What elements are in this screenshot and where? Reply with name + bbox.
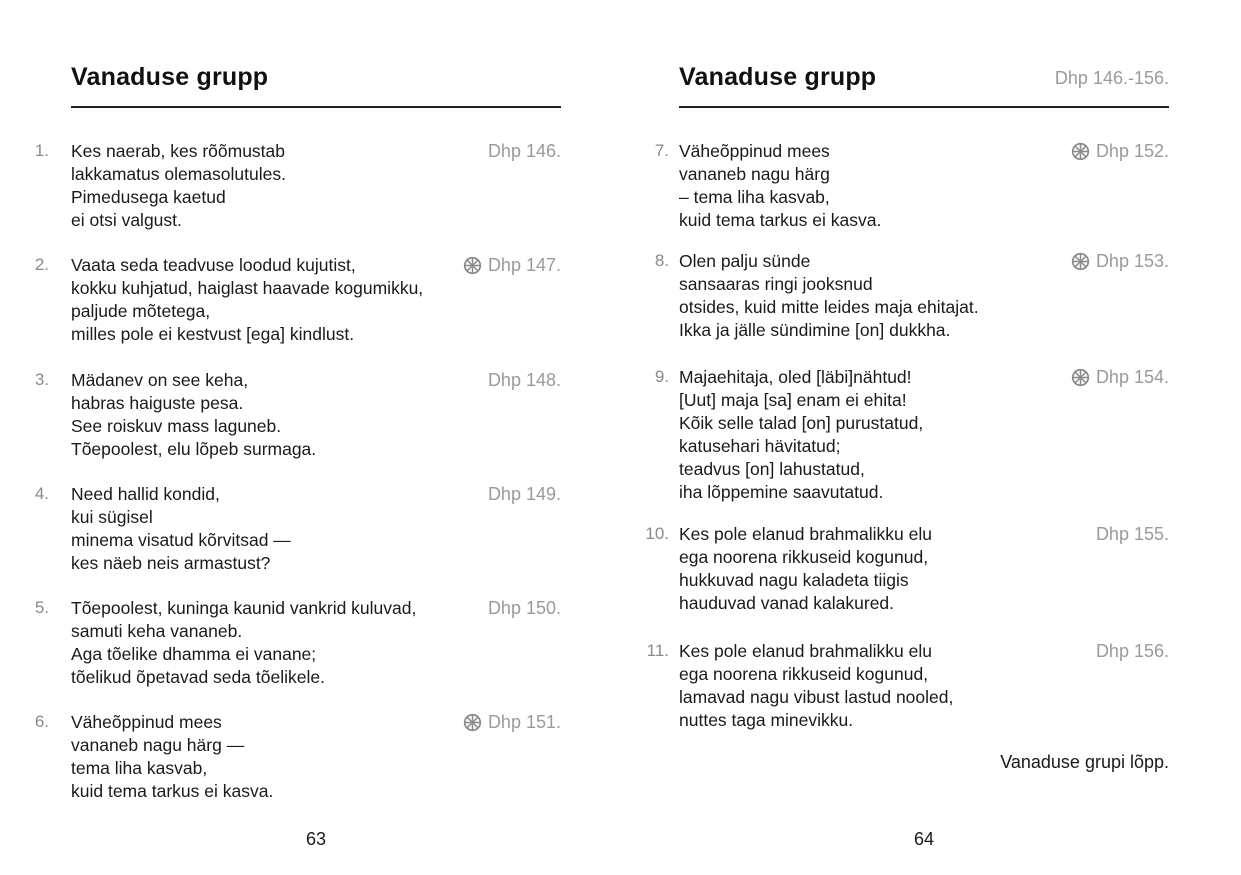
verse-number: 4. — [34, 484, 49, 503]
verse-line: hauduvad vanad kalakured. — [679, 593, 895, 613]
verse-line: See roiskuv mass laguneb. — [71, 416, 282, 436]
verse-line: otsides, kuid mitte leides maja ehitajat. — [679, 297, 979, 317]
dhammapada-reference — [969, 141, 1169, 162]
dhammapada-reference — [969, 251, 1169, 272]
verse-line: Kes naerab, kes rõõmustab — [71, 141, 286, 161]
verse-line: kuid tema tarkus ei kasva. — [679, 210, 882, 230]
verse-line: Tõepoolest, kuninga kaunid vankrid kuluvad, — [71, 598, 417, 618]
verse-number: 10. — [645, 524, 669, 543]
verse-line: tõelikud õpetavad seda tõelikele. — [71, 667, 325, 687]
verse-line: Väheõppinud mees — [71, 712, 222, 732]
verse-line: habras haiguste pesa. — [71, 393, 244, 413]
verse-number: 11. — [646, 641, 669, 660]
verse-number: 2. — [34, 255, 49, 274]
reference-label: Dhp 149. — [487, 484, 561, 504]
verse-line: lakkamatus olemasolutules. — [71, 164, 286, 184]
closing-line: Vanaduse grupi lõpp. — [1000, 752, 1169, 772]
verse-line: ei otsi valgust. — [71, 210, 182, 230]
verse-line: Väheõppinud mees — [679, 141, 830, 161]
reference-label: Dhp 150. — [487, 598, 561, 618]
dhammapada-reference — [969, 524, 1169, 545]
verse-line: vananeb nagu härg — — [71, 735, 245, 755]
verse-line: Vaata seda teadvuse loodud kujutist, — [71, 255, 356, 275]
dharma-wheel-icon — [1071, 142, 1090, 161]
page-title: Vanaduse grupp — [71, 63, 269, 91]
verse-text — [71, 140, 286, 232]
verse-line: Kõik selle talad [on] purustatud, — [679, 413, 924, 433]
verse-line: Pimedusega kaetud — [71, 187, 226, 207]
dhammapada-reference — [361, 370, 561, 391]
verse-line: Kes pole elanud brahmalikku elu — [679, 641, 932, 661]
reference-label: Dhp 153. — [1095, 251, 1169, 271]
verse-text — [71, 369, 316, 461]
page-number: 64 — [913, 829, 935, 849]
verse-line: Ikka ja jälle sündimine [on] dukkha. — [679, 320, 951, 340]
dhammapada-reference — [361, 598, 561, 619]
verse-line: minema visatud kõrvitsad — — [71, 530, 291, 550]
dharma-wheel-icon — [463, 256, 482, 275]
verse-number: 1. — [34, 141, 49, 160]
dharma-wheel-icon — [463, 713, 482, 732]
reference-label: Dhp 146. — [487, 141, 561, 161]
dhammapada-reference — [361, 484, 561, 505]
verse-line: iha lõppemine saavutatud. — [679, 482, 884, 502]
verse-line: ega noorena rikkuseid kogunud, — [679, 664, 929, 684]
dhammapada-reference — [361, 712, 561, 733]
verse-line: vananeb nagu härg — [679, 164, 830, 184]
reference-label: Dhp 154. — [1095, 367, 1169, 387]
reference-label: Dhp 152. — [1095, 141, 1169, 161]
dhammapada-reference — [969, 367, 1169, 388]
verse-line: katusehari hävitatud; — [679, 436, 841, 456]
verse-number: 3. — [34, 370, 49, 389]
verse-line: Need hallid kondid, — [71, 484, 220, 504]
page-number: 63 — [305, 829, 327, 849]
verse-line: kes näeb neis armastust? — [71, 553, 271, 573]
verse-line: paljude mõtetega, — [71, 301, 211, 321]
verse-line: [Uut] maja [sa] enam ei ehita! — [679, 390, 907, 410]
verse-line: milles pole ei kestvust [ega] kindlust. — [71, 324, 355, 344]
verse-line: tema liha kasvab, — [71, 758, 208, 778]
verse-text — [679, 366, 923, 504]
verse-number: 6. — [34, 712, 49, 731]
verse-number: 8. — [654, 251, 669, 270]
verse-line: Majaehitaja, oled [läbi]nähtud! — [679, 367, 912, 387]
verse-text — [679, 640, 953, 732]
dharma-wheel-icon — [1071, 252, 1090, 271]
reference-label: Dhp 155. — [1095, 524, 1169, 544]
verse-line: Tõepoolest, elu lõpeb surmaga. — [71, 439, 317, 459]
verse-line: kokku kuhjatud, haiglast haavade kogumikku, — [71, 278, 424, 298]
verse-text — [71, 483, 291, 575]
dhammapada-reference — [361, 141, 561, 162]
verse-line: teadvus [on] lahustatud, — [679, 459, 865, 479]
verse-number: 9. — [654, 367, 669, 386]
reference-label: Dhp 148. — [487, 370, 561, 390]
verse-line: Mädanev on see keha, — [71, 370, 249, 390]
verse-text — [71, 711, 273, 803]
verse-number: 7. — [654, 141, 669, 160]
reference-label: Dhp 156. — [1095, 641, 1169, 661]
header-reference: Dhp 146.-156. — [1054, 68, 1169, 88]
verse-line: – tema liha kasvab, — [679, 187, 830, 207]
verse-text — [679, 250, 979, 342]
page-title: Vanaduse grupp — [679, 63, 877, 91]
verse-number: 5. — [34, 598, 49, 617]
title-rule — [71, 106, 561, 108]
verse-text — [679, 523, 932, 615]
dhammapada-reference — [361, 255, 561, 276]
verse-text — [679, 140, 881, 232]
verse-line: nuttes taga minevikku. — [679, 710, 854, 730]
dharma-wheel-icon — [1071, 368, 1090, 387]
verse-line: kuid tema tarkus ei kasva. — [71, 781, 274, 801]
verse-line: hukkuvad nagu kaladeta tiigis — [679, 570, 909, 590]
verse-line: lamavad nagu vibust lastud nooled, — [679, 687, 954, 707]
verse-line: Olen palju sünde — [679, 251, 811, 271]
verse-line: ega noorena rikkuseid kogunud, — [679, 547, 929, 567]
verse-line: samuti keha vananeb. — [71, 621, 243, 641]
verse-line: kui sügisel — [71, 507, 153, 527]
verse-line: Aga tõelike dhamma ei vanane; — [71, 644, 317, 664]
left-page — [0, 0, 620, 875]
verse-line: Kes pole elanud brahmalikku elu — [679, 524, 932, 544]
reference-label: Dhp 147. — [487, 255, 561, 275]
verse-line: sansaaras ringi jooksnud — [679, 274, 873, 294]
right-page — [620, 0, 1240, 875]
dhammapada-reference — [969, 641, 1169, 662]
reference-label: Dhp 151. — [487, 712, 561, 732]
title-rule — [679, 106, 1169, 108]
